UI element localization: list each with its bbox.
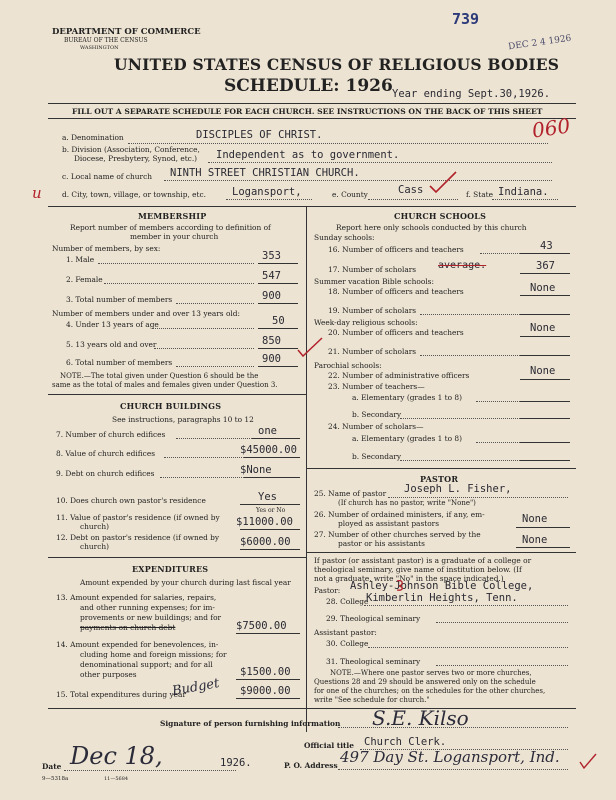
red-circle-mark-icon <box>394 578 406 592</box>
budget-note: Budget <box>171 675 221 700</box>
parochial-schools-label: Parochial schools: <box>314 361 382 370</box>
schedule-number: 739 <box>452 10 480 28</box>
q17-struck-word: average. <box>438 260 487 271</box>
form-number: 9—5318a <box>42 776 69 782</box>
q26-line-2: ployed as assistant pastors <box>338 519 440 528</box>
q18-value: None <box>530 282 556 294</box>
office-code: 060 <box>530 113 572 143</box>
q25-note: (If church has no pastor, write "None") <box>338 499 476 507</box>
official-title-label: Official title <box>304 741 354 750</box>
q9-value: $None <box>240 464 272 476</box>
pastor-college-line-1: Ashley-Johnson Bible College, <box>350 580 534 592</box>
year-ending: Year ending Sept.30,1926. <box>392 88 551 100</box>
q11-value: $11000.00 <box>236 516 293 528</box>
q10-value: Yes <box>258 491 277 503</box>
q27-line-1: 27. Number of other churches served by the <box>314 530 481 539</box>
schools-heading: CHURCH SCHOOLS <box>394 211 487 221</box>
division-value: Independent as to government. <box>216 149 400 161</box>
graduate-note-2: theological seminary, give name of institution below. (If <box>314 565 522 574</box>
q8-value: $45000.00 <box>240 444 297 456</box>
denomination-label: a. Denomination <box>62 133 124 142</box>
q16-value: 43 <box>540 240 553 252</box>
red-check-icon <box>578 752 598 770</box>
state-label: f. State <box>466 190 493 199</box>
weekday-schools-label: Week-day religious schools: <box>314 318 418 327</box>
schools-sub: Report here only schools conducted by this church <box>336 223 527 232</box>
red-check-icon <box>428 170 458 194</box>
q1-value: 353 <box>262 250 281 262</box>
q24-label: 24. Number of scholars— <box>328 422 424 431</box>
q22-label: 22. Number of administrative officers <box>328 371 470 380</box>
county-value: Cass <box>398 184 424 196</box>
yes-no-hint: Yes or No <box>256 507 286 514</box>
q14-line-2: cluding home and foreign missions; for <box>80 650 227 659</box>
membership-sub-2: member in your church <box>130 232 219 241</box>
pastor-subhead: Pastor: <box>314 586 341 595</box>
q28-label: 28. College <box>326 597 369 606</box>
q17-label: 17. Number of scholars <box>328 265 417 274</box>
local-name-value: NINTH STREET CHRISTIAN CHURCH. <box>170 167 360 179</box>
year-value: 1926. <box>220 757 252 769</box>
print-number: 11—5684 <box>104 776 129 782</box>
date-label: Date <box>42 762 62 771</box>
q14-line-4: other purposes <box>80 670 137 679</box>
q13-line-1: 13. Amount expended for salaries, repairs, <box>56 593 217 602</box>
q11-label-1: 11. Value of pastor's residence (if owned by <box>56 513 220 522</box>
q8-label: 8. Value of church edifices <box>56 449 155 458</box>
division-label-2: Diocese, Presbytery, Synod, etc.) <box>74 154 198 163</box>
bureau-label: BUREAU OF THE CENSUS <box>64 37 148 44</box>
q26-value: None <box>522 513 548 525</box>
expenditures-heading: EXPENDITURES <box>132 564 209 574</box>
q26-line-1: 26. Number of ordained ministers, if any, em- <box>314 510 485 519</box>
assistant-pastor-subhead: Assistant pastor: <box>314 628 377 637</box>
state-value: Indiana. <box>498 186 549 198</box>
pastor-heading: PASTOR <box>420 474 459 484</box>
q7-label: 7. Number of church edifices <box>56 430 166 439</box>
q22-value: None <box>530 365 556 377</box>
q20-label: 20. Number of officers and teachers <box>328 328 464 337</box>
q23b-label: b. Secondary <box>352 410 402 419</box>
q9-label: 9. Debt on church edifices <box>56 469 155 478</box>
q13-line-3: provements or new buildings; and for <box>80 613 222 622</box>
q10-label: 10. Does church own pastor's residence <box>56 496 206 505</box>
q7-value: one <box>258 425 277 437</box>
q29-label: 29. Theological seminary <box>326 614 421 623</box>
q5-label: 5. 13 years old and over <box>66 340 157 349</box>
q15-label: 15. Total expenditures during year <box>56 690 186 699</box>
q17-value: 367 <box>536 260 555 272</box>
q13-line-2: and other running expenses; for im- <box>80 603 215 612</box>
q21-label: 21. Number of scholars <box>328 347 417 356</box>
q15-value: $9000.00 <box>240 685 291 697</box>
pastor-note-2: Questions 28 and 29 should be answered only on the schedule <box>314 678 536 686</box>
q14-line-1: 14. Amount expended for benevolences, in- <box>56 640 219 649</box>
q3-label: 3. Total number of members <box>66 295 173 304</box>
by-sex-label: Number of members, by sex: <box>52 244 161 253</box>
city-value: Logansport, <box>232 186 302 198</box>
address-label: P. O. Address <box>284 761 338 770</box>
q24a-label: a. Elementary (grades 1 to 8) <box>352 434 463 443</box>
pastor-note-4: write "See schedule for church." <box>314 696 430 704</box>
signature-value: S.E. Kilso <box>372 706 469 730</box>
q6-label: 6. Total number of members <box>66 358 173 367</box>
county-label: e. County <box>332 190 368 199</box>
q12-label-2: church) <box>80 542 109 551</box>
denomination-value: DISCIPLES OF CHRIST. <box>196 129 323 141</box>
q31-label: 31. Theological seminary <box>326 657 421 666</box>
division-label-1: b. Division (Association, Conference, <box>62 145 200 154</box>
q5-value: 850 <box>262 335 281 347</box>
signature-label: Signature of person furnishing information <box>160 719 341 728</box>
q18-label: 18. Number of officers and teachers <box>328 287 464 296</box>
date-value: Dec 18, <box>70 742 163 770</box>
q13-value: $7500.00 <box>236 620 287 632</box>
city-label: WASHINGTON <box>80 45 119 51</box>
membership-sub-1: Report number of members according to definition of <box>70 223 271 232</box>
q3-value: 900 <box>262 290 281 302</box>
graduate-note-1: If pastor (or assistant pastor) is a graduate of a college or <box>314 556 532 565</box>
red-check-icon <box>296 336 324 358</box>
official-title-value: Church Clerk. <box>364 736 447 748</box>
q14-line-3: denominational support; and for all <box>80 660 213 669</box>
received-date-stamp: DEC 2 4 1926 <box>507 33 573 53</box>
local-name-label: c. Local name of church <box>62 172 152 181</box>
department-label: DEPARTMENT OF COMMERCE <box>52 27 201 37</box>
q6-value: 900 <box>262 353 281 365</box>
graduate-note-3: not a graduate, write "No" in the space indicated.) <box>314 574 504 583</box>
q4-label: 4. Under 13 years of age <box>66 320 159 329</box>
instruction-banner: FILL OUT A SEPARATE SCHEDULE FOR EACH CHURCH. SEE INSTRUCTIONS ON THE BACK OF THIS SHEET <box>72 107 543 116</box>
q23a-label: a. Elementary (grades 1 to 8) <box>352 393 463 402</box>
q13-line-4: payments on church debt <box>80 623 176 632</box>
sunday-schools-label: Sunday schools: <box>314 233 375 242</box>
q27-line-2: pastor or his assistants <box>338 539 425 548</box>
city-label: d. City, town, village, or township, etc. <box>62 190 207 199</box>
q11-label-2: church) <box>80 522 109 531</box>
q25-label: 25. Name of pastor <box>314 489 387 498</box>
membership-note-2: same as the total of males and females given under Question 3. <box>52 381 278 389</box>
q2-value: 547 <box>262 270 281 282</box>
q28-value: Kimberlin Heights, Tenn. <box>366 592 518 604</box>
q25-value: Joseph L. Fisher, <box>404 483 512 495</box>
expenditures-sub: Amount expended by your church during last fiscal year <box>80 578 291 587</box>
form-title: UNITED STATES CENSUS OF RELIGIOUS BODIES <box>114 55 560 74</box>
q4-value: 50 <box>272 315 285 327</box>
schedule-year-title: SCHEDULE: 1926 <box>224 76 393 96</box>
q2-label: 2. Female <box>66 275 103 284</box>
q12-value: $6000.00 <box>240 536 291 548</box>
membership-note-1: NOTE.—The total given under Question 6 should be the <box>60 372 259 380</box>
q16-label: 16. Number of officers and teachers <box>328 245 464 254</box>
q14-value: $1500.00 <box>240 666 291 678</box>
q12-label-1: 12. Debt on pastor's residence (if owned by <box>56 533 220 542</box>
q30-label: 30. College <box>326 639 369 648</box>
q24b-label: b. Secondary <box>352 452 402 461</box>
q1-label: 1. Male <box>66 255 95 264</box>
buildings-sub: See instructions, paragraphs 10 to 12 <box>112 415 254 424</box>
q19-label: 19. Number of scholars <box>328 306 417 315</box>
pastor-note-3: for one of the churches; on the schedules for the other churches, <box>314 687 546 695</box>
address-value: 497 Day St. Logansport, Ind. <box>340 748 560 766</box>
margin-check-mark: u <box>32 184 42 202</box>
age-groups-label: Number of members under and over 13 years old: <box>52 309 240 318</box>
q20-value: None <box>530 322 556 334</box>
summer-schools-label: Summer vacation Bible schools: <box>314 277 434 286</box>
q23-label: 23. Number of teachers— <box>328 382 425 391</box>
buildings-heading: CHURCH BUILDINGS <box>120 401 222 411</box>
q27-value: None <box>522 534 548 546</box>
membership-heading: MEMBERSHIP <box>138 211 207 221</box>
pastor-note-1: NOTE.—Where one pastor serves two or more churches, <box>330 669 532 677</box>
